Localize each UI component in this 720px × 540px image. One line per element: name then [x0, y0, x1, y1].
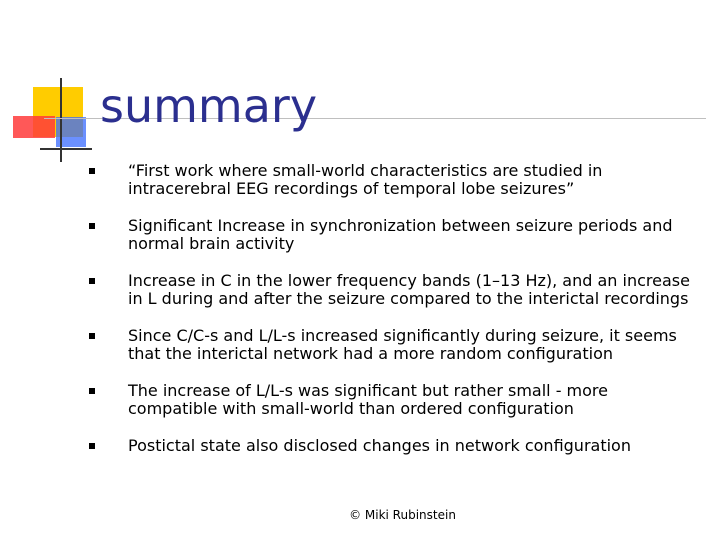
- bullet-text: Increase in C in the lower frequency bands (1–13 Hz), and an increase in L during and after the seizure compared to the interictal recordings: [128, 271, 690, 308]
- bullet-text: “First work where small-world characteristics are studied in intracerebral EEG recordings of temporal lobe seizures”: [128, 161, 603, 198]
- bullet-item: [88, 162, 698, 198]
- bullet-square-icon: [89, 443, 95, 449]
- footer-credit: © Miki Rubinstein: [349, 508, 456, 522]
- logo-red-bar: [13, 116, 55, 138]
- bullet-text: The increase of L/L-s was significant but rather small - more compatible with small-world than ordered configuration: [128, 381, 608, 418]
- bullet-item: [88, 217, 698, 253]
- bullet-list: [88, 162, 698, 474]
- slide-title: summary: [100, 79, 318, 133]
- bullet-item: [88, 437, 698, 455]
- bullet-square-icon: [89, 278, 95, 284]
- bullet-item: [88, 327, 698, 363]
- bullet-text: Significant Increase in synchronization between seizure periods and normal brain activity: [128, 216, 673, 253]
- bullet-square-icon: [89, 333, 95, 339]
- bullet-square-icon: [89, 168, 95, 174]
- bullet-text: Since C/C-s and L/L-s increased significantly during seizure, it seems that the interictal network had a more random configuration: [128, 326, 677, 363]
- bullet-text: Postictal state also disclosed changes in network configuration: [128, 436, 631, 455]
- logo-horizontal-line: [40, 148, 92, 150]
- bullet-item: [88, 382, 698, 418]
- bullet-square-icon: [89, 388, 95, 394]
- bullet-item: [88, 272, 698, 308]
- bullet-square-icon: [89, 223, 95, 229]
